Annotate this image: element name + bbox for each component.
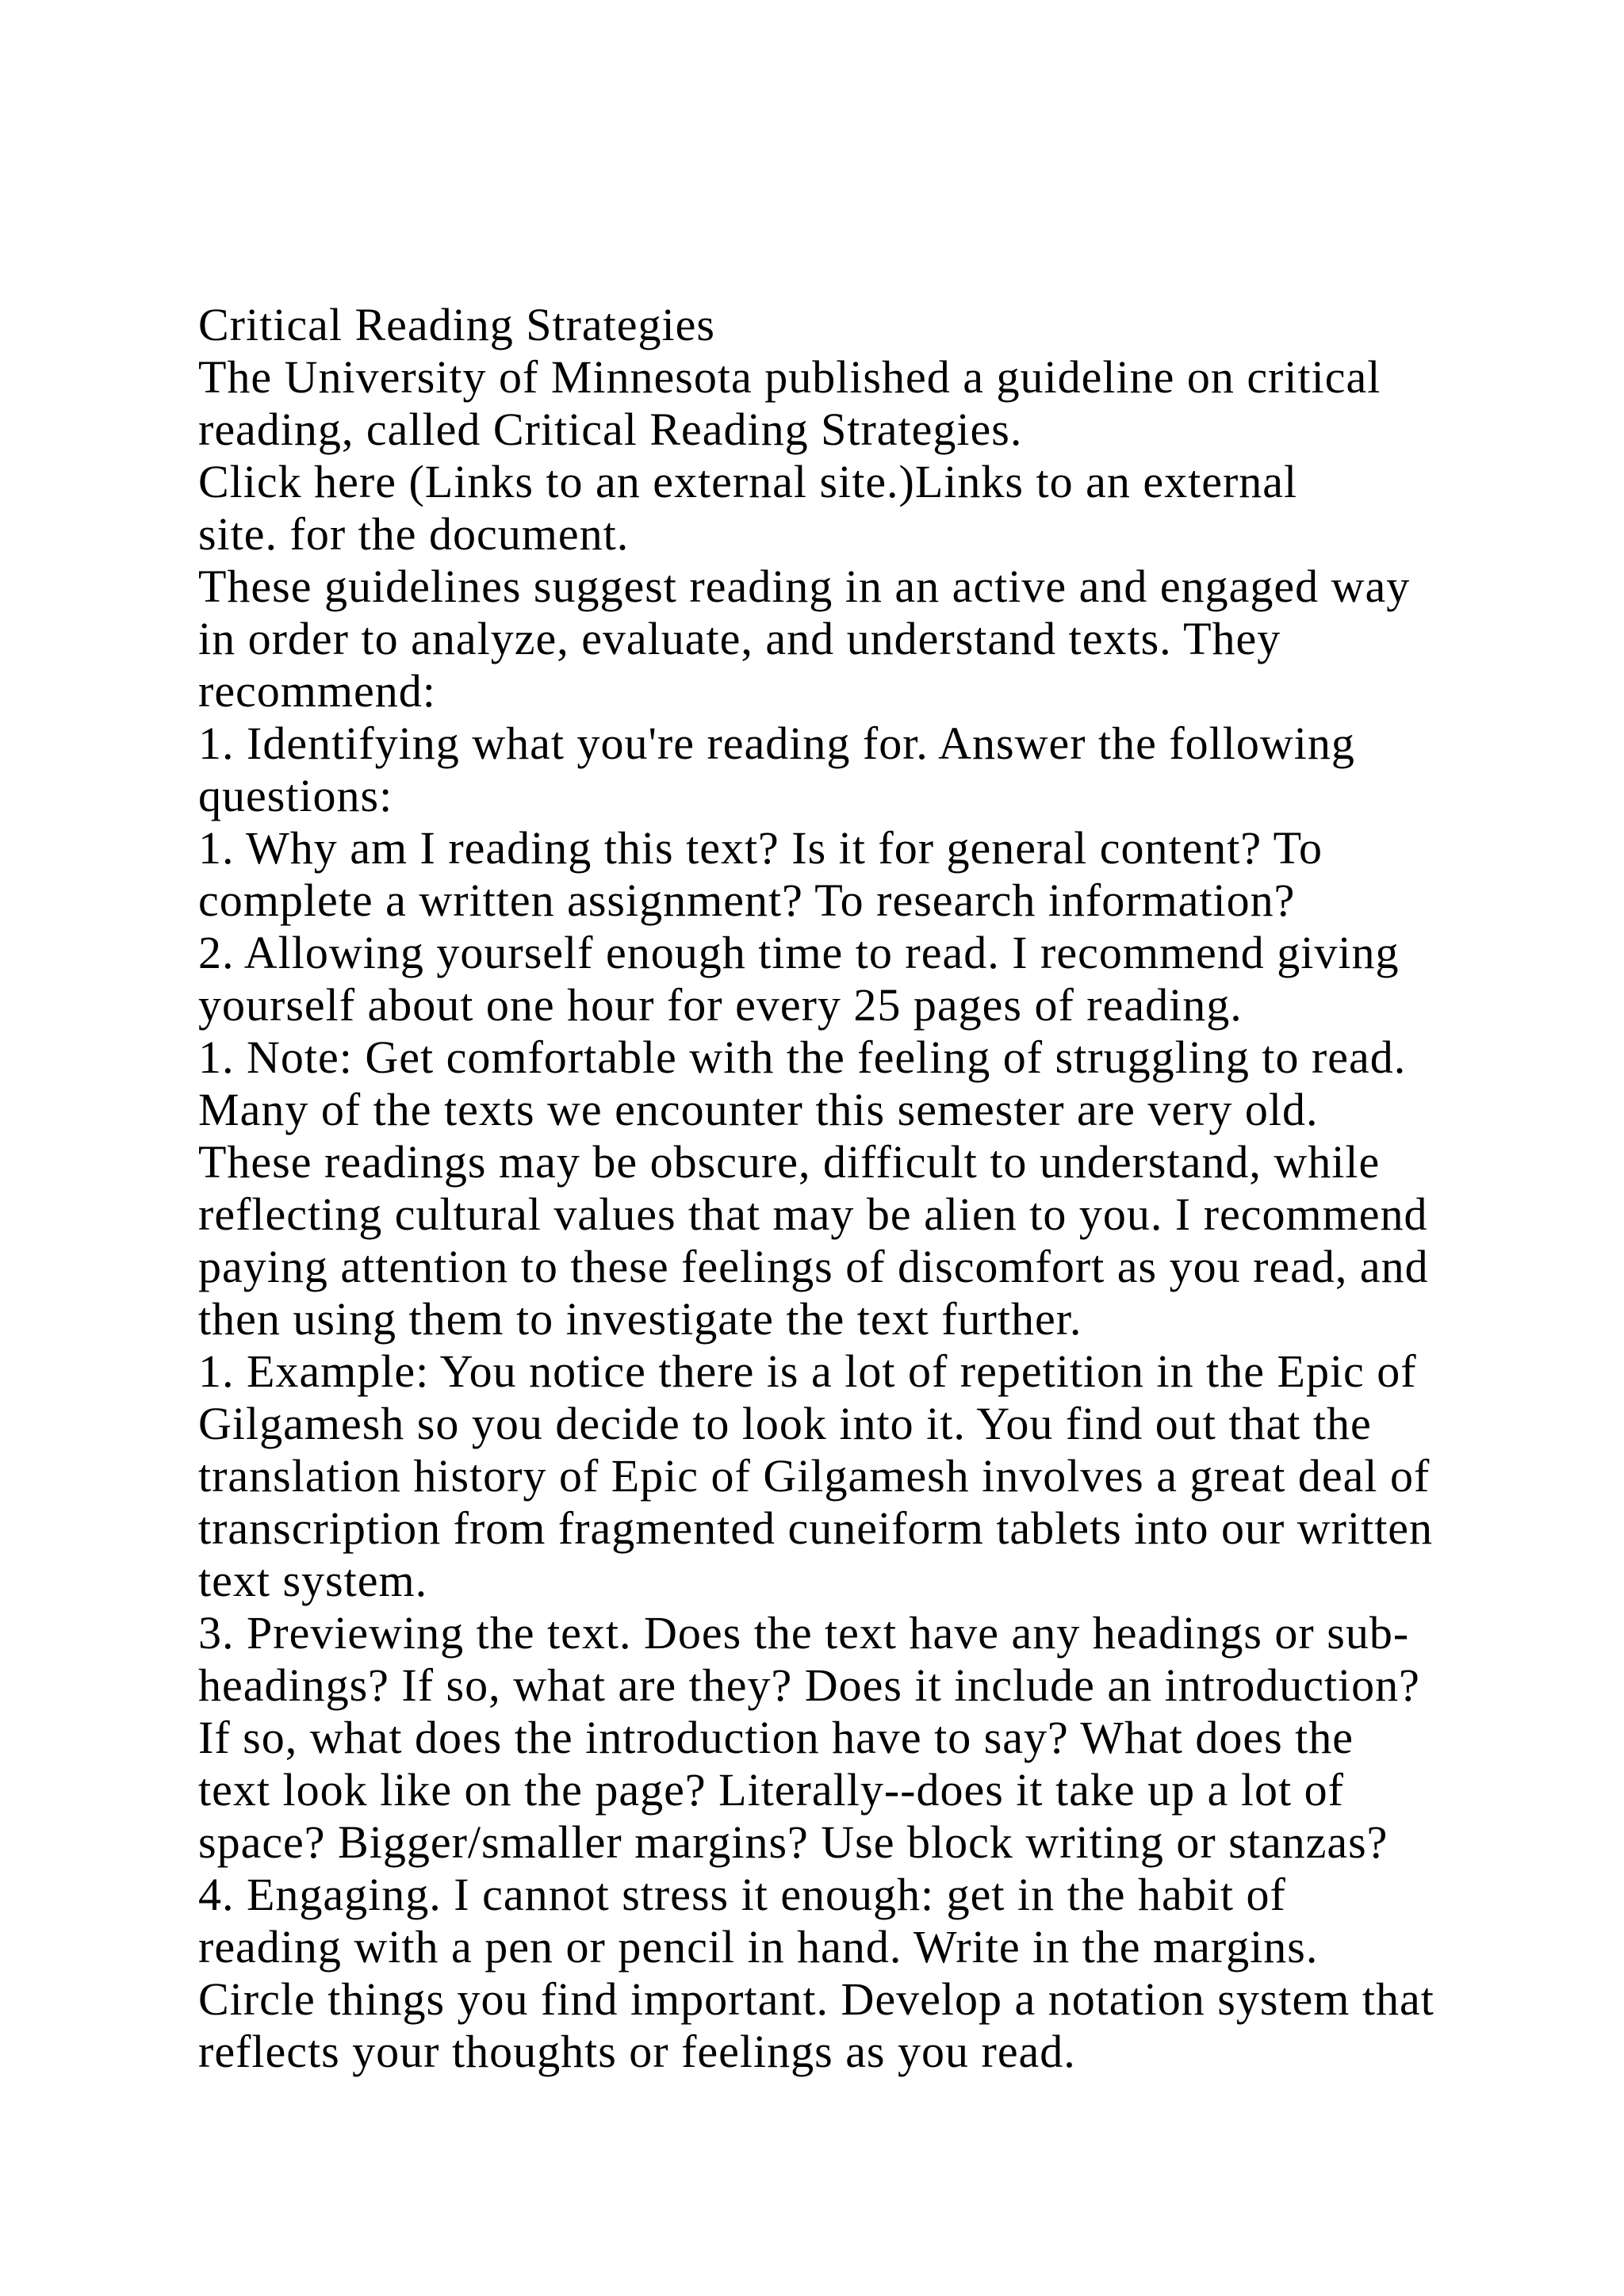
text-line: These readings may be obscure, difficult to understand, while: [198, 1136, 1381, 1188]
list-item-allowing-time: [198, 927, 1434, 1031]
text-line: 3. Previewing the text. Does the text have any headings or sub-: [198, 1607, 1410, 1659]
text-line: recommend:: [198, 665, 436, 717]
text-line: paying attention to these feelings of discomfort as you read, and: [198, 1241, 1429, 1292]
text-line: text look like on the page? Literally--does it take up a lot of: [198, 1764, 1344, 1816]
text-line: Click here (Links to an external site.)Links to an external: [198, 456, 1298, 507]
text-line: reflects your thoughts or feelings as you read.: [198, 2026, 1076, 2077]
text-line: yourself about one hour for every 25 pages of reading.: [198, 979, 1243, 1031]
text-line: 4. Engaging. I cannot stress it enough: get in the habit of: [198, 1869, 1286, 1920]
text-line: in order to analyze, evaluate, and understand texts. They: [198, 613, 1281, 664]
text-line: reflecting cultural values that may be alien to you. I recommend: [198, 1188, 1428, 1240]
text-line: then using them to investigate the text further.: [198, 1293, 1082, 1345]
sub-list-item-why-reading: [198, 822, 1434, 927]
sub-list-item-note: [198, 1031, 1434, 1345]
text-line: questions:: [198, 770, 393, 821]
text-line: If so, what does the introduction have to say? What does the: [198, 1712, 1354, 1763]
text-line: These guidelines suggest reading in an active and engaged way: [198, 561, 1411, 612]
text-line: headings? If so, what are they? Does it include an introduction?: [198, 1659, 1420, 1711]
text-line: 1. Example: You notice there is a lot of repetition in the Epic of: [198, 1345, 1417, 1397]
text-line: text system.: [198, 1555, 428, 1606]
text-line: site. for the document.: [198, 508, 630, 560]
document-title: Critical Reading Strategies: [198, 299, 715, 350]
text-line: 1. Why am I reading this text? Is it for general content? To: [198, 822, 1323, 874]
guidelines-paragraph: [198, 561, 1434, 718]
text-line: translation history of Epic of Gilgamesh involves a great deal of: [198, 1450, 1431, 1502]
text-line: reading, called Critical Reading Strategies.: [198, 404, 1023, 455]
document-body: [198, 299, 1434, 2078]
text-line: 1. Note: Get comfortable with the feeling of struggling to read.: [198, 1031, 1407, 1083]
list-item-identifying: [198, 718, 1434, 822]
text-line: reading with a pen or pencil in hand. Write in the margins.: [198, 1921, 1319, 1973]
text-line: 2. Allowing yourself enough time to read. I recommend giving: [198, 927, 1400, 978]
intro-paragraph: [198, 351, 1434, 456]
list-item-engaging: [198, 1869, 1434, 2078]
link-paragraph: [198, 456, 1434, 561]
text-line: Many of the texts we encounter this semester are very old.: [198, 1084, 1319, 1135]
text-line: complete a written assignment? To research information?: [198, 874, 1296, 926]
text-line: Gilgamesh so you decide to look into it. You find out that the: [198, 1398, 1372, 1449]
text-line: transcription from fragmented cuneiform tablets into our written: [198, 1502, 1434, 1554]
list-item-previewing: [198, 1607, 1434, 1869]
text-line: 1. Identifying what you're reading for. Answer the following: [198, 718, 1355, 769]
sub-sub-list-item-example: [198, 1345, 1434, 1607]
text-line: space? Bigger/smaller margins? Use block writing or stanzas?: [198, 1816, 1388, 1868]
text-line: The University of Minnesota published a guideline on critical: [198, 351, 1381, 403]
text-line: Circle things you find important. Develop a notation system that: [198, 1973, 1434, 2025]
